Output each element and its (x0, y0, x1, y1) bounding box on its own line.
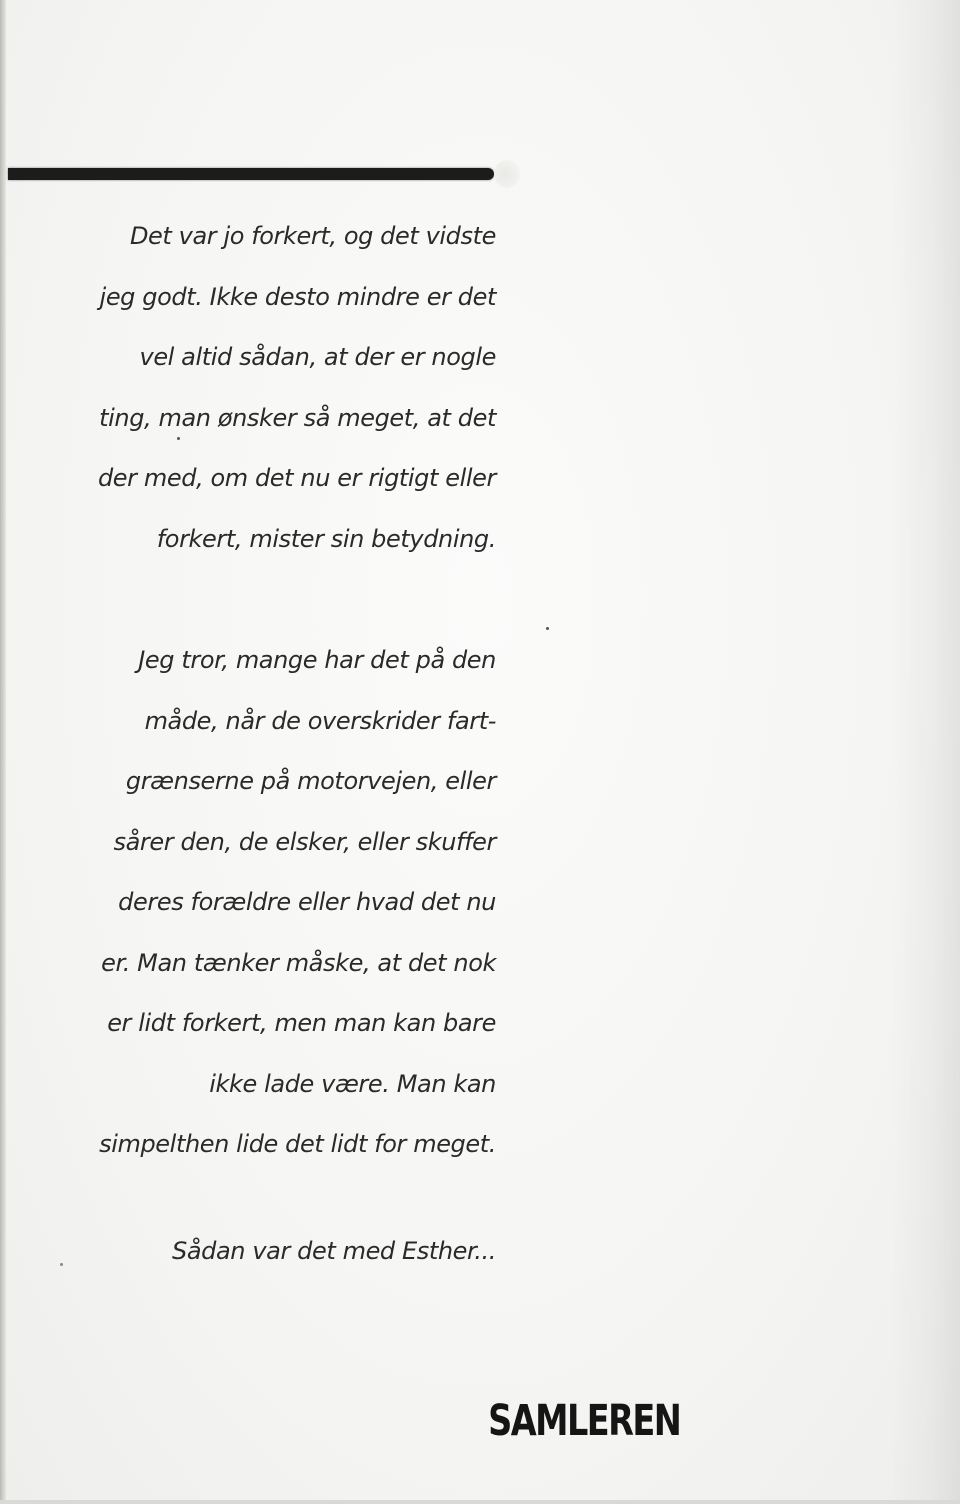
blurb-line: er. Man tænker måske, at det nok (101, 948, 496, 977)
paper-speck (60, 1263, 63, 1266)
blurb-line: simpelthen lide det lidt for meget. (99, 1130, 496, 1158)
paper-speck (177, 437, 180, 440)
blurb-line: grænserne på motorvejen, eller (125, 767, 496, 795)
blurb-line: deres forældre eller hvad det nu (118, 888, 496, 916)
cover-right-shadow (890, 0, 960, 1504)
blurb-line: vel altid sådan, at der er nogle (139, 343, 496, 371)
blurb-line: ting, man ønsker så meget, at det (99, 403, 496, 432)
blurb-line: ikke lade være. Man kan (209, 1069, 496, 1098)
blurb-line: jeg godt. Ikke desto mindre er det (99, 282, 496, 311)
cover-bottom-edge (0, 1500, 960, 1504)
blurb-line: Sådan var det med Esther... (172, 1237, 496, 1265)
paper-speck (546, 627, 549, 630)
blurb-line: forkert, mister sin betydning. (156, 524, 496, 553)
blurb-line: er lidt forkert, men man kan bare (107, 1009, 496, 1037)
blurb-line: Det var jo forkert, og det vidste (129, 222, 496, 250)
decorative-black-bar (8, 168, 494, 180)
cover-left-edge (0, 0, 6, 1504)
bar-end-dent (494, 160, 520, 188)
blurb-paragraph-2 (99, 630, 496, 1175)
blurb-paragraph-1 (98, 206, 496, 569)
blurb-line: Jeg tror, mange har det på den (138, 646, 496, 674)
blurb-line: sårer den, de elsker, eller skuffer (113, 827, 496, 856)
blurb-line: måde, når de overskrider fart- (144, 706, 496, 735)
publisher-logo: SAMLEREN (487, 1396, 680, 1446)
blurb-closing-line (172, 1221, 496, 1282)
blurb-line: der med, om det nu er rigtigt eller (97, 464, 496, 492)
